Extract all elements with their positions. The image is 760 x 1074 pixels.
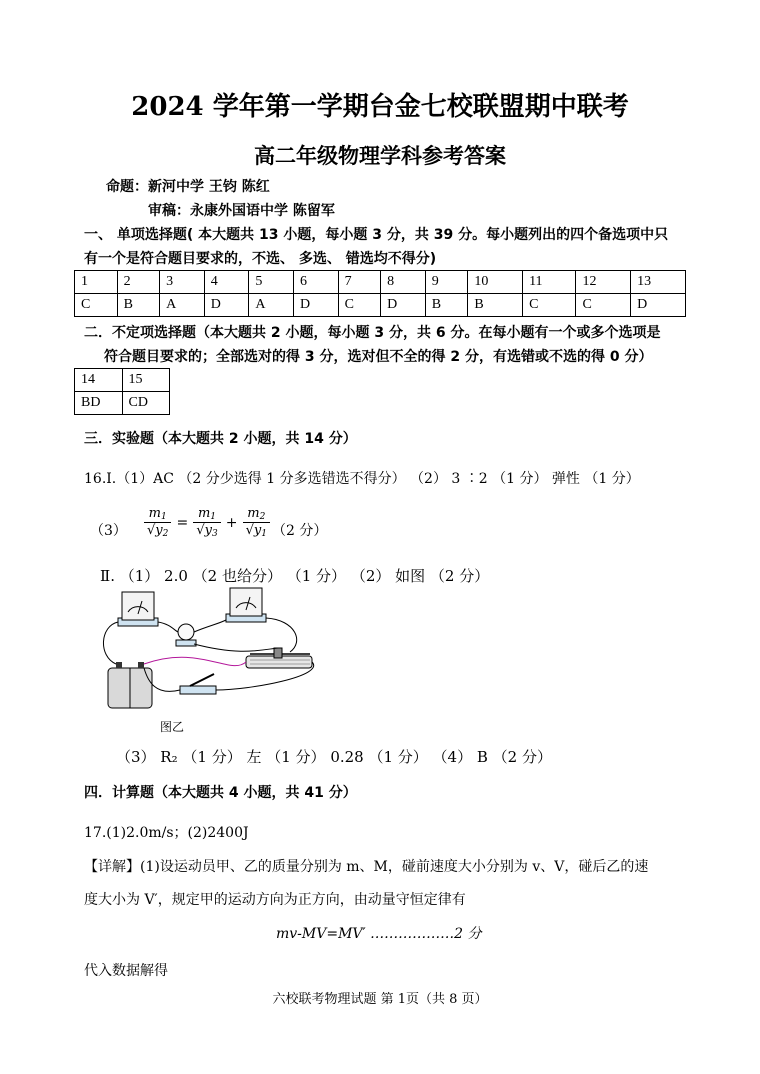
- page-title: 2024 学年第一学期台金七校联盟期中联考: [131, 92, 629, 122]
- q16-part2-line2: （3） R₂ （1 分） 左 （1 分） 0.28 （1 分） （4） B （2 分）: [116, 748, 552, 766]
- table-cell: 13: [631, 271, 686, 294]
- ammeter-icon: [118, 592, 158, 626]
- table-cell: D: [631, 294, 686, 317]
- q16-part1-line: 16.Ⅰ.（1）AC （2 分少选得 1 分多选错选不得分） （2） 3 ∶2 （1 分） 弹性 （1 分）: [84, 471, 640, 487]
- q16-eq-label: （3）: [90, 523, 127, 539]
- table-cell: 11: [523, 271, 576, 294]
- section4-heading: 四．计算题（本大题共 4 小题，共 41 分）: [84, 785, 357, 801]
- circuit-figure: [90, 586, 350, 716]
- section1-heading-line2: 有一个是符合题目要求的，不选、 多选、 错选均不得分): [84, 251, 437, 267]
- section1-number-row: [75, 271, 686, 294]
- table-cell: D: [204, 294, 249, 317]
- table-cell: 10: [468, 271, 523, 294]
- table-cell: 15: [122, 369, 170, 392]
- section2-answer-row: [75, 392, 170, 415]
- page-footer: 六校联考物理试题 第 1页（共 8 页）: [272, 992, 488, 1007]
- section1-heading-line1: 一、 单项选择题( 本大题共 13 小题，每小题 3 分，共 39 分。每小题列出的四个备选项中只: [84, 227, 669, 243]
- voltmeter-icon: [226, 588, 266, 622]
- q16-part2-line: Ⅱ. （1） 2.0 （2 也给分） （1 分） （2） 如图 （2 分）: [100, 567, 490, 585]
- table-cell: 14: [75, 369, 123, 392]
- section2-heading-line1: 二．不定项选择题（本大题共 2 小题，每小题 3 分，共 6 分。在每小题有一个或多个选项是: [84, 325, 661, 341]
- switch-icon: [180, 674, 216, 694]
- table-cell: 8: [381, 271, 426, 294]
- table-cell: D: [381, 294, 426, 317]
- table-cell: BD: [75, 392, 123, 415]
- table-cell: 2: [117, 271, 160, 294]
- table-cell: 5: [249, 271, 294, 294]
- table-cell: 4: [204, 271, 249, 294]
- substitute-line: 代入数据解得: [84, 963, 168, 979]
- table-cell: A: [160, 294, 205, 317]
- table-cell: C: [338, 294, 381, 317]
- fraction-m1-y2: $\frac{m_1}{√y_2}$: [144, 506, 171, 539]
- figure-caption: 图乙: [160, 720, 185, 734]
- bulb-icon: [176, 624, 196, 646]
- section1-answer-row: [75, 294, 686, 317]
- fraction-m1-y3: $\frac{m_1}{√y_3}$: [193, 506, 220, 539]
- table-cell: 12: [576, 271, 631, 294]
- momentum-formula: $\frac{m_1}{√y_2}$ = $\frac{m_1}{√y_3}$ + $\frac{m_2}{√y_1}$: [144, 506, 270, 539]
- q17-answer: 17.(1)2.0m/s；(2)2400J: [84, 825, 249, 841]
- table-cell: C: [523, 294, 576, 317]
- table-cell: B: [117, 294, 160, 317]
- table-cell: D: [293, 294, 338, 317]
- table-cell: B: [468, 294, 523, 317]
- proposer-line: 命题：新河中学 王钧 陈红: [106, 179, 270, 195]
- table-cell: 9: [425, 271, 468, 294]
- table-cell: 1: [75, 271, 118, 294]
- section2-answer-table: [74, 368, 170, 415]
- fraction-m2-y1: $\frac{m_2}{√y_1}$: [243, 506, 270, 539]
- table-cell: C: [576, 294, 631, 317]
- section2-number-row: [75, 369, 170, 392]
- momentum-equation: mv-MV=MV′ ………………2 分: [276, 926, 482, 942]
- q16-eq-points: （2 分）: [272, 523, 328, 539]
- table-cell: B: [425, 294, 468, 317]
- section3-heading: 三．实验题（本大题共 2 小题，共 14 分）: [84, 431, 357, 447]
- section1-answer-table: [74, 270, 686, 317]
- table-cell: A: [249, 294, 294, 317]
- table-cell: 7: [338, 271, 381, 294]
- table-cell: CD: [122, 392, 170, 415]
- reviewer-line: 审稿：永康外国语中学 陈留军: [148, 203, 335, 219]
- table-cell: 6: [293, 271, 338, 294]
- battery-icon: [108, 662, 152, 708]
- table-cell: 3: [160, 271, 205, 294]
- page-subtitle: 高二年级物理学科参考答案: [254, 143, 506, 168]
- q17-detail-line2: 度大小为 V′，规定甲的运动方向为正方向，由动量守恒定律有: [84, 892, 466, 908]
- section2-heading-line2: 符合题目要求的；全部选对的得 3 分，选对但不全的得 2 分，有选错或不选的得 0 分）: [104, 349, 653, 365]
- q17-detail-line1: 【详解】(1)设运动员甲、乙的质量分别为 m、M，碰前速度大小分别为 v、V，碰后乙的速: [84, 859, 649, 875]
- table-cell: C: [75, 294, 118, 317]
